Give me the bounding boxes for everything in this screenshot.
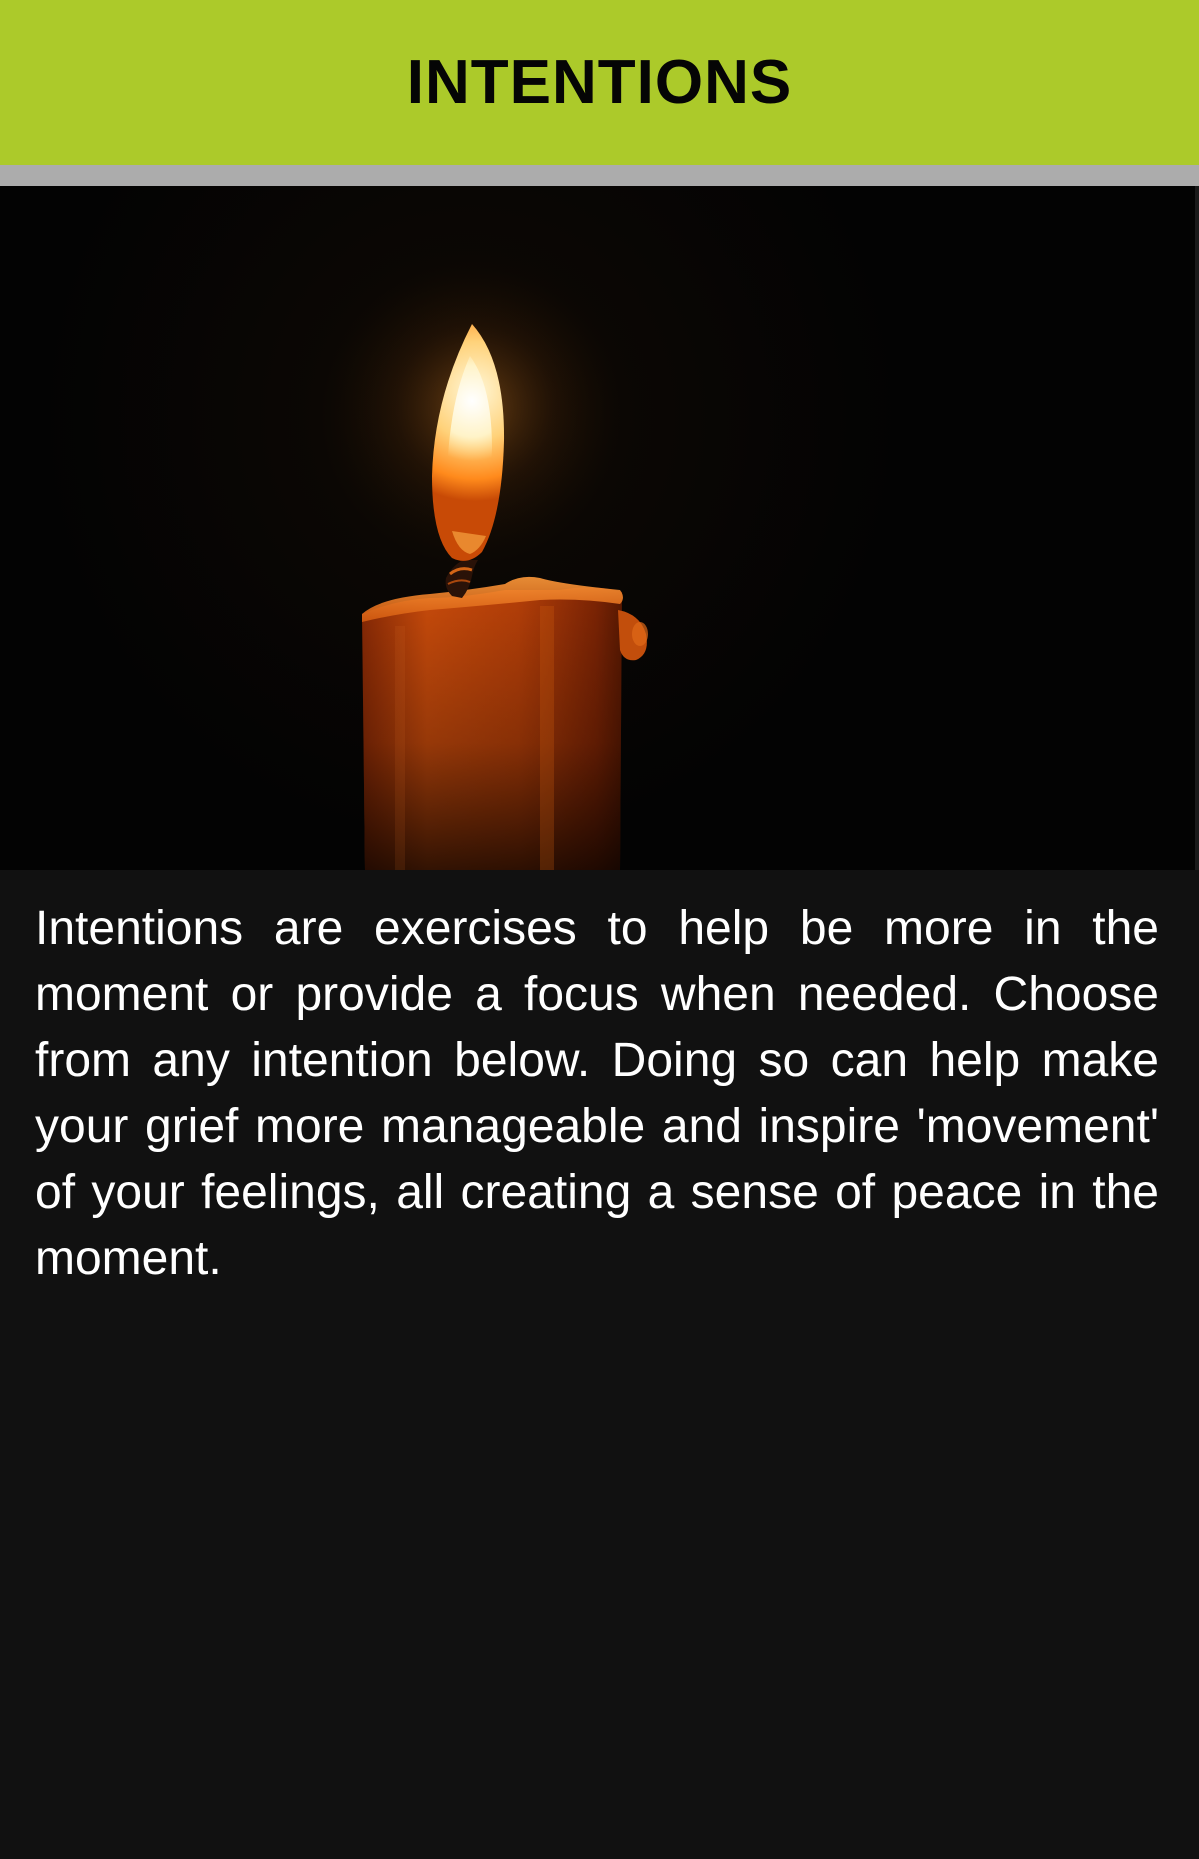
header-bar [0, 0, 1199, 165]
intentions-description: Intentions are exercises to help be more in the moment or provide a focus when needed. Choose from any intention below. Doing so can help make your grief more manageable and inspire 'movement' of your feelings, all creating a sense of peace in the moment. [35, 902, 1159, 1285]
header-divider [0, 165, 1199, 186]
image-edge [1195, 186, 1199, 870]
page-title: INTENTIONS [406, 48, 793, 117]
candle-image [0, 186, 1195, 870]
hero-image [0, 186, 1195, 870]
